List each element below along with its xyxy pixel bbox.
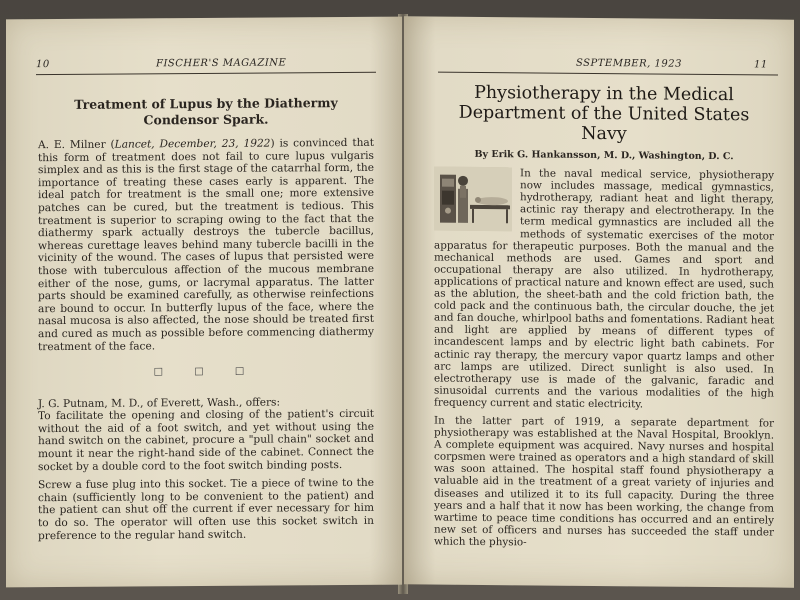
lupus-paragraph: A. E. Milner (Lancet, December, 23, 1922) is convinced that this form of treatment does not fail to cure lupus vulgaris simplex and as this is the first stage of the catarrhal form, the importance of treating these cases early is apparent. The ideal patch for treatment is the small one; more extensive patches can be cured, but the treatment is tedious. This treatment is superior to scraping owing to the fact that the diathermy spark actually destroys the tubercle bacillus, whereas curettage leaves behind many tubercle bacilli in the vicinity of the wound. The cases of lupus that persisted were those with tuberculous affection of the mucous membrane either of the nose, gums, or lacrymal apparatus. The latter parts should be examined carefully, as otherwise reinfections are bound to occur. In butterfly lupus of the face, where the nasal mucosa is also affected, the nose should be treated first and cured as much as possible before commencing diathermy treatment of the face.	[38, 136, 374, 353]
right-page-number: 11	[754, 59, 768, 71]
left-running-head: FISCHER'S MAGAZINE	[156, 57, 287, 70]
right-running-head: SSPTEMBER, 1923	[576, 57, 682, 70]
section-separator: □ □ □	[153, 365, 259, 378]
lupus-body: is convinced that this form of treatment does not fail to cure lupus vulgaris simplex and as this is the first stage of the catarrhal form, the importance of treating these cases early is apparent. The ideal patch for treatment is the small one; more extensive patches can be cured, but the treatment is tedious. This treatment is superior to scraping owing to the fact that the diathermy spark actually destroys the tubercle bacillus, whereas curettage leaves behind many tubercle bacilli in the vicinity of the wound. The cases of lupus that persisted were those with tuberculous affection of the mucous membrane either of the nose, gums, or lacrymal apparatus. The latter parts should be examined carefully, as otherwise reinfections are bound to occur. In butterfly lupus of the face, where the nasal mucosa is also affected, the nose should be treated first and cured as much as possible before commencing diathermy treatment of the face.	[38, 136, 374, 353]
navy-article-title: Physiotherapy in the Medical Department of the United States Navy	[458, 82, 750, 145]
left-header-rule	[36, 72, 376, 75]
lupus-author: A. E. Milner	[38, 138, 106, 152]
navy-paragraph-1: In the naval medical service, physiotherapy now includes massage, medical gymnastics, hydrotherapy, radiant heat and light therapy, actinic ray therapy and electrotherapy. In the term medical gymnastics are included all the methods of systematic exercises of the motor apparatus for therapeutic purposes. Both the manual and the mechanical methods are used. Games and sport and occupational therapy are also utilized. In hydrotherapy, applications of practical nature and known effect are used, such as the ablution, the sheet-bath and the cold friction bath, the cold pack and the continuous bath, the circular douche, the jet and fan douche, whirlpool baths and fomentations. Radiant heat and light are applied by means of different types of incandescent lamps and by electric light bath cabinets. For actinic ray therapy, the mercury vapor quartz lamps and other arc lamps are utilized. Direct sunlight is also used. In electrotherapy use is made of the galvanic, faradic and sinusoidal currents and the various modalities of the high frequency current and static electricity.	[434, 167, 774, 411]
fuse-plug-paragraph: Screw a fuse plug into this socket. Tie a piece of twine to the chain (sufficiently long to be convenient to the patient) and the patient can shut off the current if ever necessary for him to do so. The operator will often use this socket switch in preference to the regular hand switch.	[38, 477, 374, 542]
apparatus-illustration-icon	[434, 167, 512, 232]
right-page	[404, 16, 794, 587]
lupus-article-title: Treatment of Lupus by the Diathermy Condensor Spark.	[74, 95, 338, 128]
navy-paragraph-2: In the latter part of 1919, a separate department for physiotherapy was established at the Naval Hospital, Brooklyn. A complete equipment was acquired. Navy nurses and hospital corpsmen were trained as operators and a high standard of skill was soon attained. The hospital staff found physiotherapy a valuable aid in the treatment of a great variety of injuries and diseases and utilized it to its full capacity. During the three years and a half that it now has been working, the change from wartime to peace time conditions has occurred and an entirely new set of officers and nurses has succeeded the staff under which the physio-	[434, 414, 774, 549]
putnam-paragraph: To facilitate the opening and closing of the patient's circuit without the aid of a foot switch, and yet without using the hand switch on the cabinet, procure a "pull chain" socket and mount it near the right-hand side of the cabinet. Connect the socket by a double cord to the foot switch binding posts.	[38, 408, 374, 473]
right-column	[434, 83, 774, 557]
left-column	[38, 95, 374, 549]
left-page	[6, 17, 402, 588]
physiotherapy-apparatus-illustration	[434, 167, 512, 232]
right-header-rule	[438, 72, 778, 76]
left-page-number: 10	[36, 59, 50, 71]
lupus-citation: Lancet, December, 23, 1922	[114, 137, 271, 151]
putnam-lead: J. G. Putnam, M. D., of Everett, Wash., offers:	[38, 396, 281, 410]
navy-byline: By Erik G. Hankansson, M. D., Washington, D. C.	[474, 148, 734, 163]
